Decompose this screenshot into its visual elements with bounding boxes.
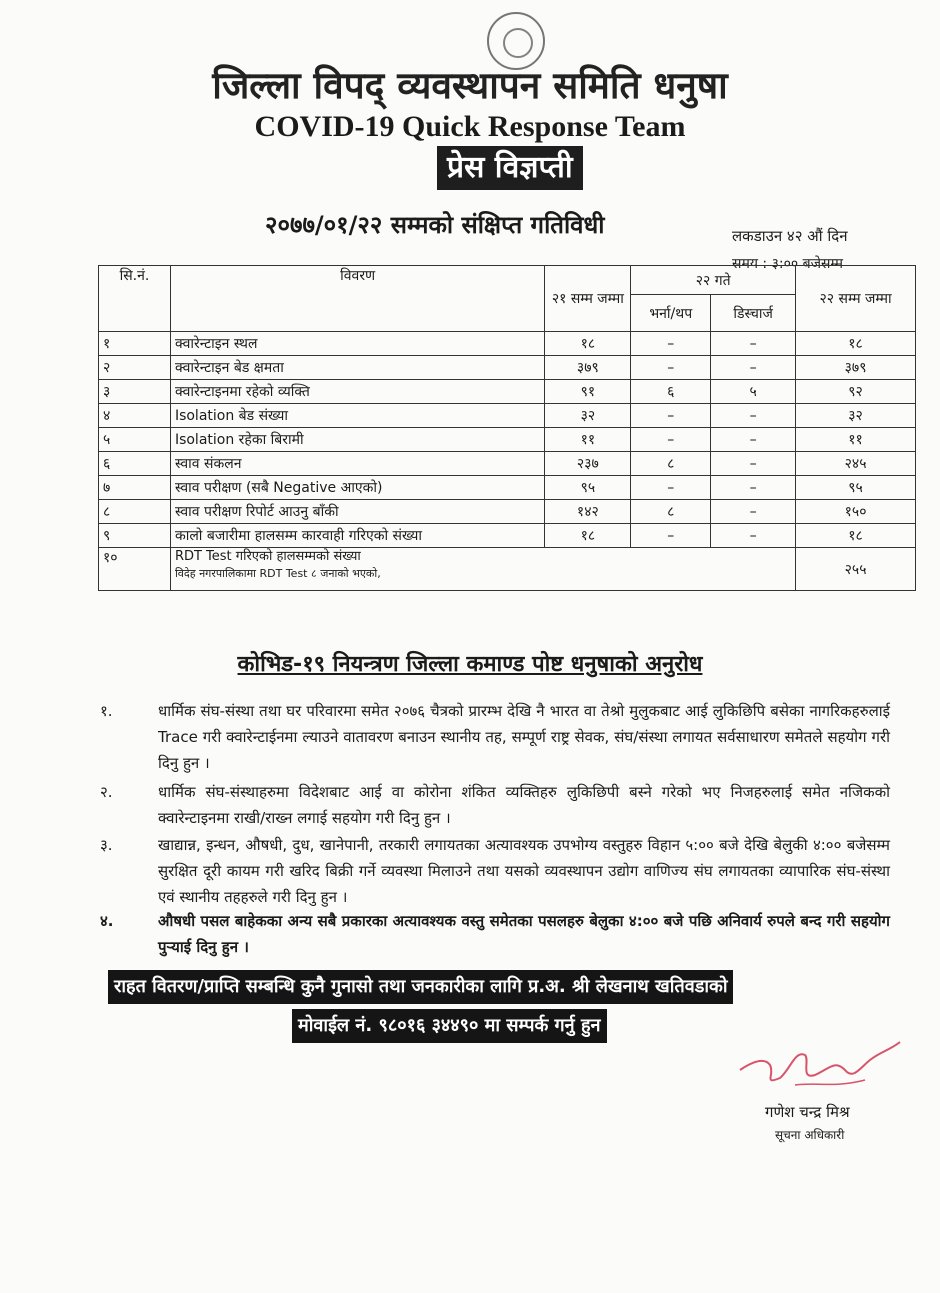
table-row [99,452,916,476]
row-total-22: १८ [796,332,916,356]
row-total-21: १४२ [545,500,631,524]
row-sn: ८ [99,500,171,524]
row-total-21: ९५ [545,476,631,500]
row-description: Isolation बेड संख्या [170,404,544,428]
row-description: कालो बजारीमा हालसम्म कारवाही गरिएको संख्या [170,524,544,548]
table-row [99,428,916,452]
summary-heading: २०७७/०१/२२ सम्मको संक्षिप्त गतिविधी [265,211,605,239]
row-description: क्वारेन्टाइन बेड क्षमता [170,356,544,380]
row-total-22: २४५ [796,452,916,476]
appeal-number: १. [100,702,113,720]
row-total-22: १५० [796,500,916,524]
row-admit: ६ [631,380,711,404]
row-total-22: १८ [796,524,916,548]
row-discharge: – [711,524,796,548]
row-admit: – [631,428,711,452]
row-total-21: ३२ [545,404,631,428]
row-admit: – [631,524,711,548]
row-description: स्वाव परीक्षण रिपोर्ट आउनु बाँकी [170,500,544,524]
office-title: जिल्ला विपद् व्यवस्थापन समिति धनुषा [212,63,728,107]
row-discharge: – [711,428,796,452]
row-total-22: ३७९ [796,356,916,380]
row-discharge: – [711,356,796,380]
appeal-text: धार्मिक संघ-संस्था तथा घर परिवारमा समेत २०७६ चैत्रको प्रारम्भ देखि नै भारत वा तेश्रो मुलुकबाट आई लुकिछिपि बसेका नागरिकहरुलाई Trace गरी क्वारेन्टाईनमा ल्याउने वातावरण बनाउन स्थानीय तह, सम्पूर्ण राष्ट्र सेवक, संघ/संस्था लगायत सर्वसाधारण समेतले सहयोग गरी दिनु हुन । [158,702,890,772]
row-discharge: – [711,500,796,524]
row-sn: २ [99,356,171,380]
header-day-22: २२ गते [631,266,796,295]
contact-line-2: मोवाईल नं. ९८०१६ ३४४९० मा सम्पर्क गर्नु हुन [292,1009,607,1043]
row-sn: ३ [99,380,171,404]
table-row [99,404,916,428]
row-total-21: १८ [545,524,631,548]
appeal-number: ३. [100,836,113,854]
appeal-item [100,832,890,910]
row-discharge: – [711,476,796,500]
header-total-22: २२ सम्म जम्मा [796,266,916,332]
header-discharge: डिस्चार्ज [711,295,796,332]
row-description: क्वारेन्टाइनमा रहेको व्यक्ति [170,380,544,404]
press-release-label: प्रेस विज्ञप्ती [437,146,583,190]
appeal-text: खाद्यान्न, इन्धन, औषधी, दुध, खानेपानी, तरकारी लगायतका अत्यावश्यक उपभोग्य वस्तुहरु विहान ५:०० बजे देखि बेलुकी ४:०० बजेसम्म सुरक्षित दूरी कायम गरी खरिद बिक्री गर्ने व्यवस्था मिलाउने तथा यसको व्यवस्थापन उद्योग वाणिज्य संघ लगायतका व्यापारिक संघ-संस्था एवं स्थानीय तहहरुले गरी दिनु हुन । [158,836,890,906]
appeal-item [100,908,890,960]
row-admit: – [631,356,711,380]
table-row [99,380,916,404]
rdt-note: विदेह नगरपालिकामा RDT Test ८ जनाको भएको, [174,567,381,580]
appeal-number: ४. [100,912,114,930]
row-total-21: ३७९ [545,356,631,380]
table-row [99,356,916,380]
row-sn: ५ [99,428,171,452]
row-discharge: – [711,452,796,476]
lockdown-day: लकडाउन ४२ औं दिन [732,227,848,245]
appeal-number: २. [100,783,113,801]
table-row [99,524,916,548]
header-description: विवरण [170,266,544,332]
row-total-22: ३२ [796,404,916,428]
row-sn: ६ [99,452,171,476]
activity-table [98,265,916,591]
row-admit: – [631,404,711,428]
row-total-22: ११ [796,428,916,452]
header-sn: सि.नं. [99,266,171,332]
row-total-22: ९२ [796,380,916,404]
team-subtitle: COVID-19 Quick Response Team [254,110,686,143]
row-admit: – [631,476,711,500]
signatory-name: गणेश चन्द्र मिश्र [765,1103,850,1121]
row-discharge: – [711,332,796,356]
row-discharge: – [711,404,796,428]
row-description: Isolation रहेका बिरामी [170,428,544,452]
appeal-text: औषधी पसल बाहेकका अन्य सबै प्रकारका अत्यावश्यक वस्तु समेतका पसलहरु बेलुका ४:०० बजे पछि अनिवार्य रुपले बन्द गरी सहयोग पुऱ्याई दिनु हुन । [158,912,890,956]
row-description: स्वाव संकलन [170,452,544,476]
row-admit: – [631,332,711,356]
appeal-item [100,698,890,776]
rdt-description: RDT Test गरिएको हालसम्मको संख्या [174,549,361,564]
row-admit: ८ [631,452,711,476]
appeal-heading: कोभिड-१९ नियन्त्रण जिल्ला कमाण्ड पोष्ट धनुषाको अनुरोध [237,652,703,677]
table-row [99,476,916,500]
row-sn: ९ [99,524,171,548]
row-total-21: २३७ [545,452,631,476]
table-row [99,500,916,524]
row-total-22: ९५ [796,476,916,500]
row-sn: १० [99,548,171,591]
row-sn: ४ [99,404,171,428]
row-total-21: ९१ [545,380,631,404]
row-total-22: २५५ [796,548,916,591]
row-description: क्वारेन्टाइन स्थल [170,332,544,356]
appeal-text: धार्मिक संघ-संस्थाहरुमा विदेशबाट आई वा कोरोना शंकित व्यक्तिहरु लुकिछिपी बस्ने गरेको भए निजहरुलाई समेत नजिकको क्वारेन्टाइनमा राखी/राख्न लगाई सहयोग गरी दिनु हुन । [158,783,890,827]
header-total-21: २१ सम्म जम्मा [545,266,631,332]
row-total-21: १८ [545,332,631,356]
table-row [99,332,916,356]
row-sn: १ [99,332,171,356]
handwritten-signature [735,1030,905,1100]
row-total-21: ११ [545,428,631,452]
row-description [170,548,795,591]
contact-line-1: राहत वितरण/प्राप्ति सम्बन्धि कुनै गुनासो तथा जनकारीका लागि प्र.अ. श्री लेखनाथ खतिवडाको [108,970,733,1004]
report-time: समय : ३:०० बजेसम्म [732,256,843,272]
signatory-designation: सूचना अधिकारी [775,1128,845,1142]
row-admit: ८ [631,500,711,524]
appeal-item [100,779,890,831]
header-admit: भर्ना/थप [631,295,711,332]
row-description: स्वाव परीक्षण (सबै Negative आएको) [170,476,544,500]
row-sn: ७ [99,476,171,500]
row-discharge: ५ [711,380,796,404]
